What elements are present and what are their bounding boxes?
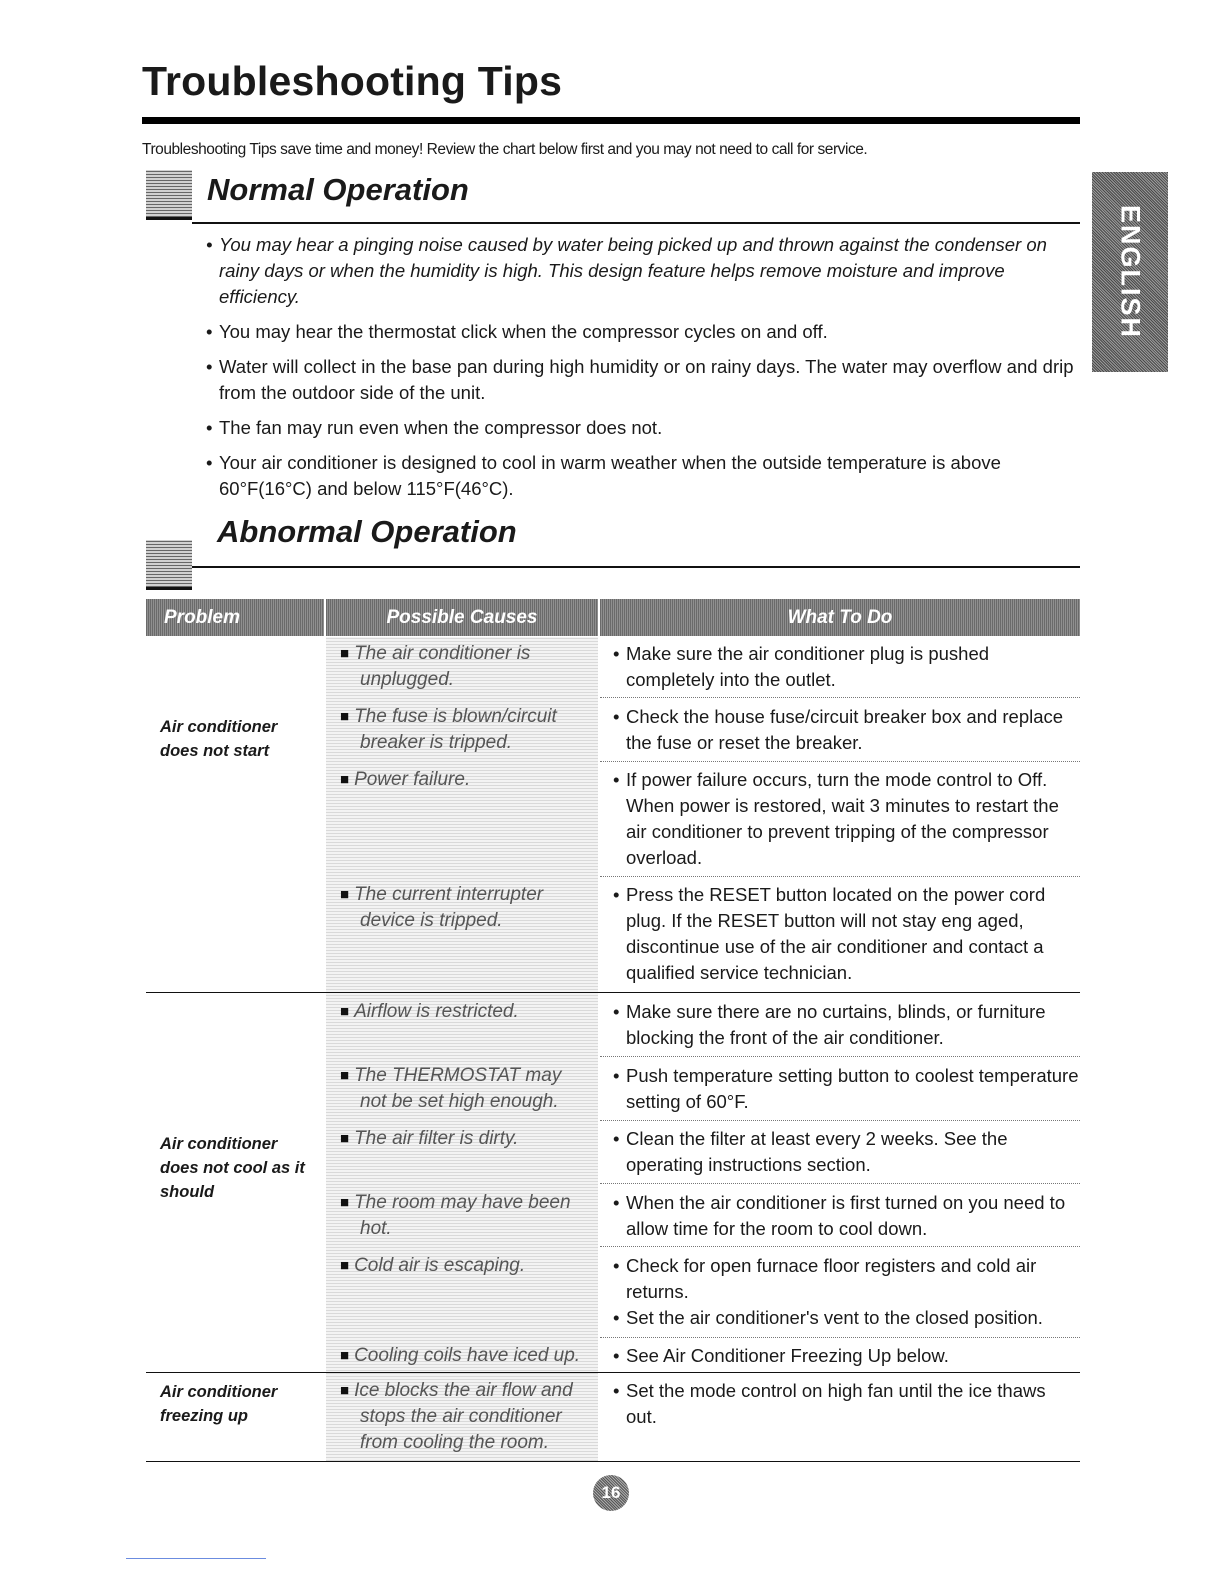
row-divider xyxy=(600,876,1080,877)
cause-item: ■ The fuse is blown/circuit breaker is tripped. xyxy=(340,706,557,753)
cause-item: ■ The air filter is dirty. xyxy=(340,1128,519,1149)
todo-item: • Clean the filter at least every 2 weeks. See the operating instructions section. xyxy=(613,1126,1081,1178)
todo-item: • If power failure occurs, turn the mode control to Off. When power is restored, wait 3 minutes to restart the air conditioner to prevent tripping of the compressor overload. xyxy=(613,767,1081,871)
bottom-link-line xyxy=(126,1558,266,1559)
list-item: • Water will collect in the base pan during high humidity or on rainy days. The water may overflow and drip from the outdoor side of the unit. xyxy=(206,354,1086,406)
normal-section-icon xyxy=(146,170,192,220)
language-tab-label: ENGLISH xyxy=(1115,204,1146,340)
cause-item: ■ Power failure. xyxy=(340,769,471,790)
row-divider xyxy=(600,697,1080,698)
normal-bullets xyxy=(206,232,1086,511)
abnormal-section-icon xyxy=(146,540,192,590)
intro-text: Troubleshooting Tips save time and money! Review the chart below first and you may not need to call for service. xyxy=(142,141,868,158)
cause-item: ■ Cold air is escaping. xyxy=(340,1255,526,1276)
row-divider xyxy=(600,1246,1080,1247)
column-header-problem: Problem xyxy=(146,599,324,636)
problem-label: Air conditioner freezing up xyxy=(160,1383,278,1425)
todo-item: • When the air conditioner is first turned on you need to allow time for the room to cool down. xyxy=(613,1190,1081,1242)
page-number: 16 xyxy=(593,1475,629,1511)
cause-item: ■ The air conditioner is unplugged. xyxy=(340,643,531,690)
page-title: Troubleshooting Tips xyxy=(142,58,563,104)
column-header-todo: What To Do xyxy=(600,599,1080,636)
list-item: • The fan may run even when the compressor does not. xyxy=(206,415,1086,441)
cause-item: ■ Airflow is restricted. xyxy=(340,1001,519,1022)
cause-item: ■ The current interrupter device is tripped. xyxy=(340,884,544,931)
todo-item: • Check the house fuse/circuit breaker box and replace the fuse or reset the breaker. xyxy=(613,704,1081,756)
row-divider xyxy=(600,1183,1080,1184)
todo-item: • Push temperature setting button to coolest temperature setting of 60°F. xyxy=(613,1063,1081,1115)
normal-heading: Normal Operation xyxy=(207,172,469,207)
cause-item: ■ The room may have been hot. xyxy=(340,1192,571,1239)
todo-item: • Make sure the air conditioner plug is pushed completely into the outlet. xyxy=(613,641,1081,693)
title-rule xyxy=(142,117,1080,124)
causes-column-background xyxy=(326,637,598,1461)
abnormal-rule xyxy=(192,566,1080,568)
problem-label: Air conditioner does not cool as it should xyxy=(160,1135,305,1201)
column-header-causes: Possible Causes xyxy=(326,599,598,636)
abnormal-heading: Abnormal Operation xyxy=(217,514,517,549)
normal-rule xyxy=(192,222,1080,224)
table-bottom-rule xyxy=(146,1461,1080,1462)
row-divider xyxy=(600,1120,1080,1121)
cause-item: ■ Ice blocks the air flow and stops the air conditioner from cooling the room. xyxy=(340,1380,573,1453)
list-item: • You may hear a pinging noise caused by water being picked up and thrown against the condenser on rainy days or when the humidity is high. This design feature helps remove moisture and improve efficiency. xyxy=(206,232,1086,310)
group-divider xyxy=(146,1372,1080,1373)
todo-item: • Make sure there are no curtains, blinds, or furniture blocking the front of the air conditioner. xyxy=(613,999,1081,1051)
row-divider xyxy=(600,1337,1080,1338)
todo-item: • Press the RESET button located on the power cord plug. If the RESET button will not stay eng aged, discontinue use of the air conditioner and contact a qualified service technician. xyxy=(613,882,1081,986)
cause-item: ■ Cooling coils have iced up. xyxy=(340,1345,581,1366)
list-item: • Your air conditioner is designed to cool in warm weather when the outside temperature is above 60°F(16°C) and below 115°F(46°C). xyxy=(206,450,1086,502)
cause-item: ■ The THERMOSTAT may not be set high enough. xyxy=(340,1065,562,1112)
group-divider xyxy=(146,992,1080,993)
row-divider xyxy=(600,1056,1080,1057)
todo-item: • See Air Conditioner Freezing Up below. xyxy=(613,1343,1081,1369)
row-divider xyxy=(600,761,1080,762)
todo-item: • Check for open furnace floor registers and cold air returns. • Set the air conditioner's vent to the closed position. xyxy=(613,1253,1081,1331)
todo-item: • Set the mode control on high fan until the ice thaws out. xyxy=(613,1378,1081,1430)
list-item: • You may hear the thermostat click when the compressor cycles on and off. xyxy=(206,319,1086,345)
language-tab xyxy=(1092,172,1168,372)
problem-label: Air conditioner does not start xyxy=(160,718,278,760)
